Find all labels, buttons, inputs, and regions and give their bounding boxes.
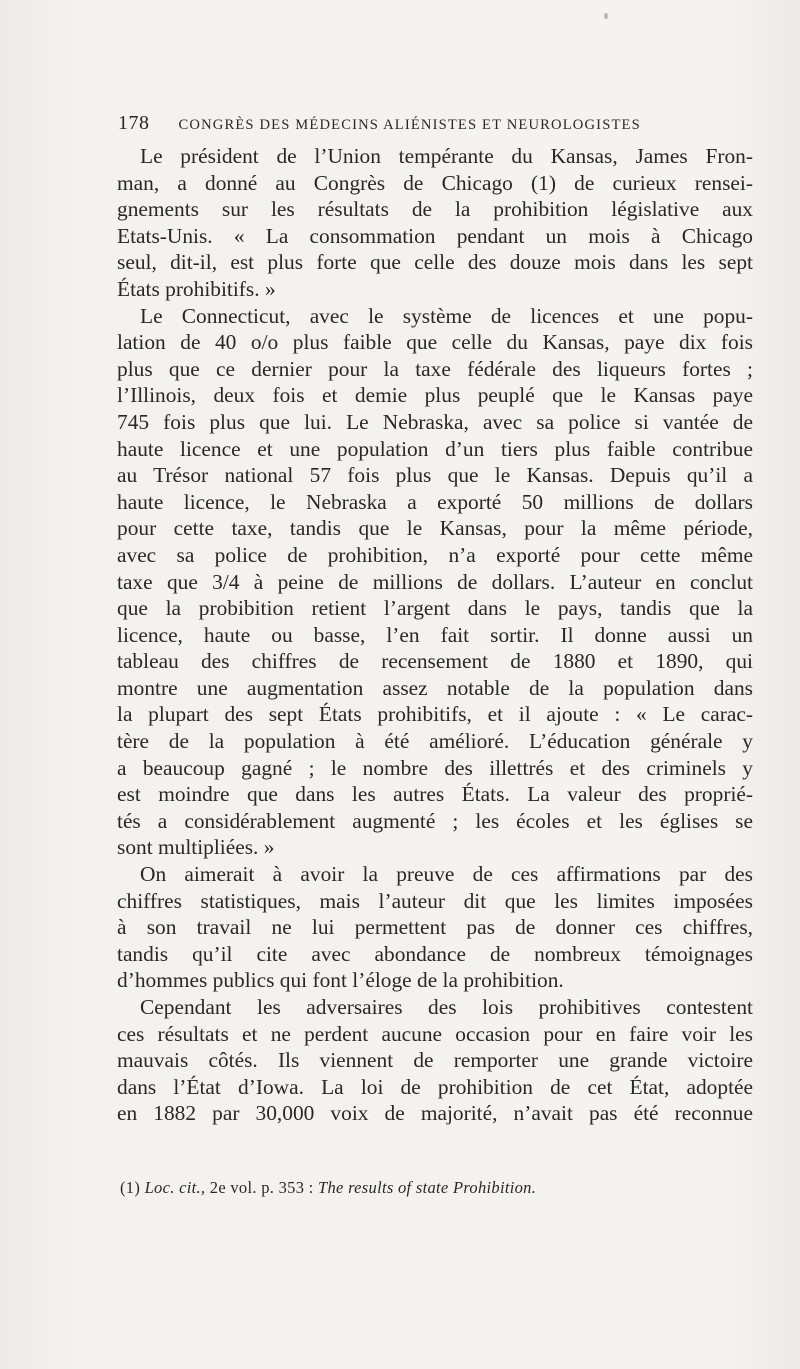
text-line: que la probibition retient l’argent dans le pays, tandis que la (117, 596, 753, 621)
text-line: licence, haute ou basse, l’en fait sortir. Il donne aussi un (117, 622, 753, 647)
text-line: d’hommes publics qui font l’éloge de la prohibition. (117, 968, 564, 993)
page-header (118, 112, 698, 135)
text-line: tés a considérablement augmenté ; les écoles et les églises se (117, 808, 753, 833)
text-line: haute licence et une population d’un tiers plus faible contribue (117, 436, 753, 461)
text-line: Le Connecticut, avec le système de licences et une popu- (140, 303, 753, 328)
text-line: tableau des chiffres de recensement de 1880 et 1890, qui (117, 649, 753, 674)
text-line: l’Illinois, deux fois et demie plus peuplé que le Kansas paye (117, 383, 753, 408)
text-line: est moindre que dans les autres États. La valeur des proprié- (117, 782, 753, 807)
text-line: plus que ce dernier pour la taxe fédérale des liqueurs fortes ; (117, 356, 753, 381)
text-line: ces résultats et ne perdent aucune occasion pour en faire voir les (117, 1021, 753, 1046)
text-line: à son travail ne lui permettent pas de donner ces chiffres, (117, 915, 753, 940)
text-line: haute licence, le Nebraska a exporté 50 millions de dollars (117, 489, 753, 514)
text-line: mauvais côtés. Ils viennent de remporter une grande victoire (117, 1048, 753, 1073)
footnote-reference: Loc. cit., (144, 1178, 206, 1197)
text-line: pour cette taxe, tandis que le Kansas, pour la même période, (117, 516, 753, 541)
text-line: la plupart des sept États prohibitifs, et il ajoute : « Le carac- (117, 702, 753, 727)
page-number: 178 (118, 112, 150, 134)
paper-spot (604, 13, 608, 19)
text-line: man, a donné au Congrès de Chicago (1) de curieux rensei- (117, 170, 753, 195)
text-line: dans l’État d’Iowa. La loi de prohibition de cet État, adoptée (117, 1074, 753, 1099)
text-line: tère de la population à été amélioré. L’éducation générale y (117, 729, 753, 754)
text-line: Cependant les adversaires des lois prohibitives contestent (140, 995, 753, 1019)
text-line: montre une augmentation assez notable de la population dans (117, 675, 753, 700)
text-line: en 1882 par 30,000 voix de majorité, n’avait pas été reconnue (117, 1101, 753, 1126)
text-line: États prohibitifs. » (117, 276, 276, 301)
text-line: Etats-Unis. « La consommation pendant un mois à Chicago (117, 223, 753, 248)
text-line: seul, dit-il, est plus forte que celle des douze mois dans les sept (117, 250, 753, 275)
text-line: avec sa police de prohibition, n’a exporté pour cette même (117, 542, 753, 567)
text-line: Le président de l’Union tempérante du Kansas, James Fron- (140, 144, 753, 168)
text-line: lation de 40 o/o plus faible que celle du Kansas, paye dix fois (117, 330, 753, 355)
body-text (117, 143, 753, 1127)
text-line: taxe que 3/4 à peine de millions de dollars. L’auteur en conclut (117, 569, 753, 594)
footnote (120, 1178, 720, 1198)
text-line: tandis qu’il cite avec abondance de nombreux témoignages (117, 941, 753, 966)
text-line: a beaucoup gagné ; le nombre des illettrés et des criminels y (117, 755, 753, 780)
footnote-title: The results of state Prohibition. (318, 1178, 537, 1197)
text-line: gnements sur les résultats de la prohibition législative aux (117, 197, 753, 222)
footnote-volume: 2e vol. p. 353 : (209, 1178, 314, 1197)
text-line: On aimerait à avoir la preuve de ces affirmations par des (140, 862, 753, 887)
running-head: CONGRÈS DES MÉDECINS ALIÉNISTES ET NEUROLOGISTES (178, 117, 641, 133)
text-line: sont multipliées. » (117, 835, 275, 860)
text-line: chiffres statistiques, mais l’auteur dit que les limites imposées (117, 888, 753, 913)
text-line: au Trésor national 57 fois plus que le Kansas. Depuis qu’il a (117, 463, 753, 488)
text-line: 745 fois plus que lui. Le Nebraska, avec sa police si vantée de (117, 409, 753, 434)
footnote-marker: (1) (120, 1178, 141, 1197)
